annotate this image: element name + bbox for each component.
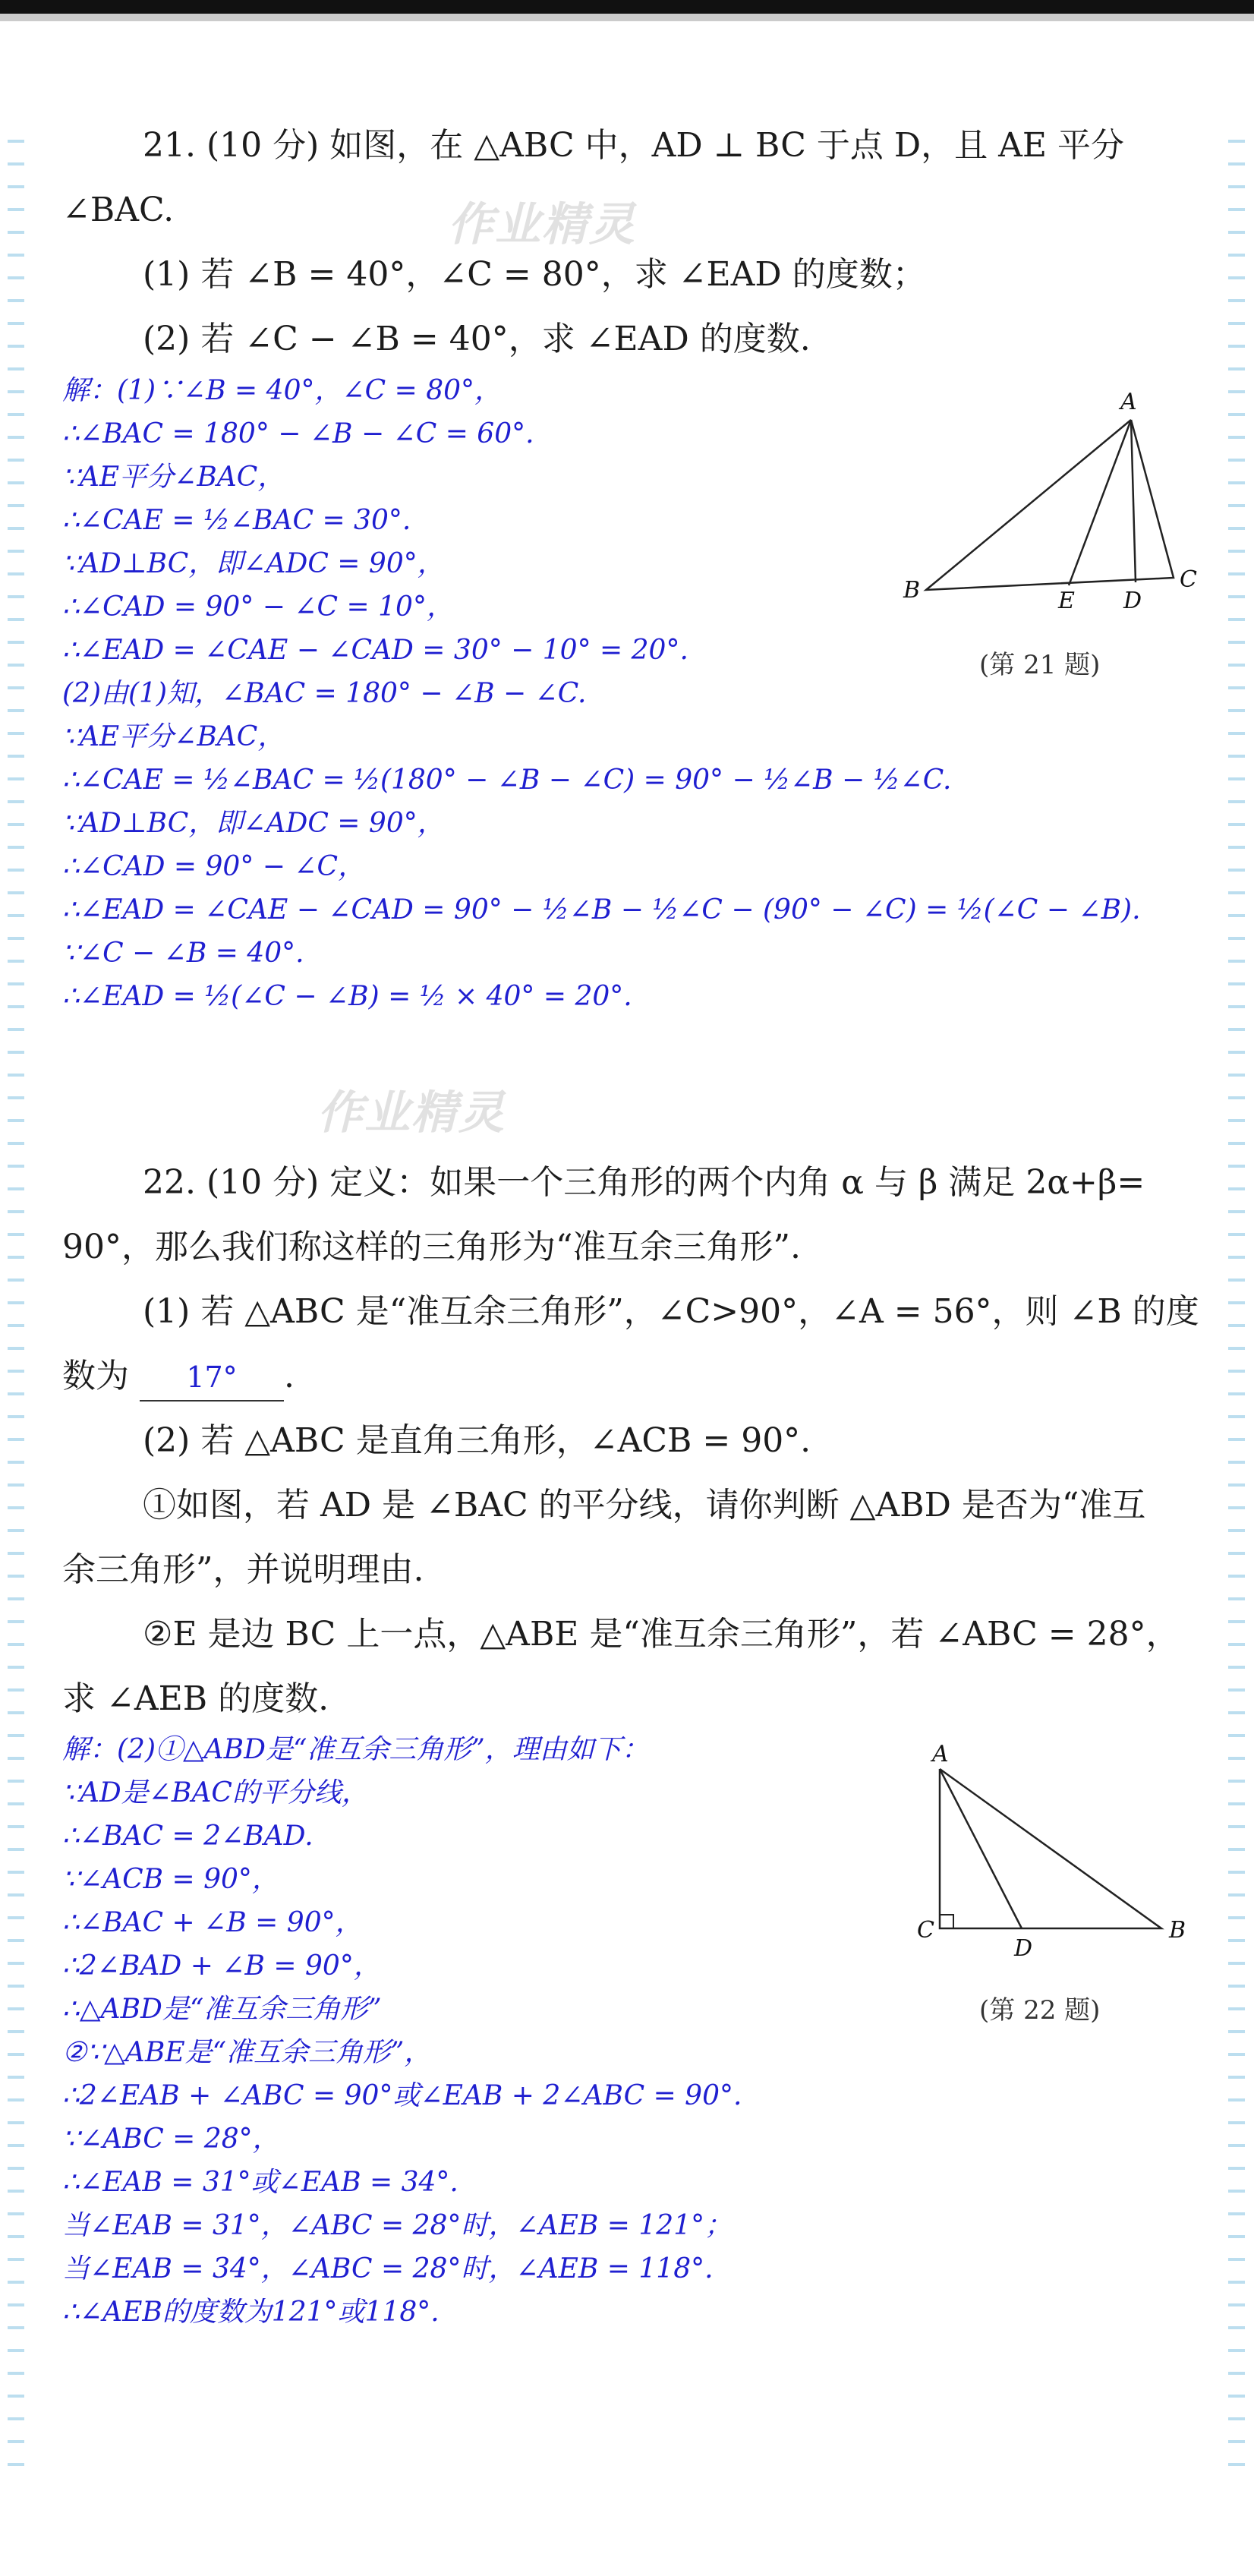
answer-line: ∴∠BAC = 2∠BAD. (62, 1821, 314, 1852)
answer-line: ∴∠CAD = 90° − ∠C， (62, 851, 366, 882)
answer-line: ∵∠ACB = 90°， (62, 1864, 279, 1895)
vertex-label-c: C (1180, 566, 1197, 593)
answer-line: ∴∠CAE = ½∠BAC = ½(180° − ∠B − ∠C) = 90° − ½∠B − ½∠C. (62, 765, 952, 796)
top-edge-shadow (0, 14, 1254, 21)
watermark: 作业精灵 (448, 198, 636, 251)
q22-line: 余三角形”，并说明理由. (62, 1550, 424, 1589)
q21-line: ∠BAC. (62, 191, 175, 229)
vertex-label-d: D (1014, 1935, 1033, 1962)
answer-line: 当∠EAB = 31°，∠ABC = 28°时，∠AEB = 121°； (62, 2210, 733, 2241)
figure-caption: (第 21 题) (979, 650, 1101, 680)
q22-line: ②E 是边 BC 上一点，△ABE 是“准互余三角形”，若 ∠ABC = 28°， (143, 1615, 1180, 1654)
answer-line: ∵AD⊥BC，即∠ADC = 90°， (62, 808, 445, 839)
answer-line: ∴∠CAD = 90° − ∠C = 10°， (62, 591, 454, 623)
answer-line: ∴2∠BAD + ∠B = 90°， (62, 1950, 381, 1982)
answer-line: ∴∠BAC = 180° − ∠B − ∠C = 60°. (62, 418, 534, 449)
q22-line: 求 ∠AEB 的度数. (62, 1679, 329, 1718)
decorative-border-right (1228, 129, 1245, 2467)
q21-line: (2) 若 ∠C − ∠B = 40°，求 ∠EAD 的度数. (143, 320, 811, 358)
blank-suffix: . (284, 1357, 295, 1395)
vertex-label-a: A (1120, 389, 1137, 415)
answer-line: ∴△ABD是“准互余三角形” (62, 1994, 382, 2025)
q21-line: 21. (10 分) 如图，在 △ABC 中，AD ⊥ BC 于点 D，且 AE 平分 (143, 126, 1124, 165)
vertex-label-a: A (932, 1741, 949, 1767)
answer-line: ②∵△ABE是“准互余三角形”， (62, 2037, 432, 2068)
answer-line: ∴∠EAB = 31°或∠EAB = 34°. (62, 2167, 458, 2198)
answer-line: ∴∠AEB的度数为121°或118°. (62, 2297, 440, 2328)
triangle-abc-figure-21 (896, 383, 1199, 634)
vertex-label-b: B (1169, 1917, 1186, 1944)
answer-line: ∵AE平分∠BAC， (62, 462, 285, 493)
answer-line: 解：(1)∵∠B = 40°，∠C = 80°， (62, 375, 503, 406)
top-edge (0, 0, 1254, 14)
q22-line: (2) 若 △ABC 是直角三角形，∠ACB = 90°. (143, 1421, 811, 1460)
watermark: 作业精灵 (317, 1086, 506, 1140)
blank-prefix: 数为 (62, 1357, 129, 1395)
q22-line: 90°，那么我们称这样的三角形为“准互余三角形”. (62, 1228, 801, 1266)
answer-line: ∵AE平分∠BAC， (62, 721, 285, 752)
answer-line: ∴∠EAD = ½(∠C − ∠B) = ½ × 40° = 20°. (62, 981, 632, 1012)
answer-line: 解：(2)①△ABD是“准互余三角形”，理由如下： (62, 1734, 649, 1765)
vertex-label-d: D (1123, 588, 1142, 614)
answer-line: ∴2∠EAB + ∠ABC = 90°或∠EAB + 2∠ABC = 90°. (62, 2080, 742, 2111)
q22-line: (1) 若 △ABC 是“准互余三角形”，∠C>90°，∠A = 56°，则 ∠B 的度 (143, 1292, 1199, 1331)
decorative-border-left (8, 129, 24, 2467)
answer-line: ∴∠BAC + ∠B = 90°， (62, 1907, 363, 1938)
q22-blank-line (62, 1354, 295, 1402)
answer-line: ∵∠ABC = 28°， (62, 2124, 280, 2155)
q21-line: (1) 若 ∠B = 40°，∠C = 80°，求 ∠EAD 的度数； (143, 255, 926, 294)
answer-line: 当∠EAB = 34°，∠ABC = 28°时，∠AEB = 118°. (62, 2253, 714, 2284)
answer-line: ∵AD⊥BC，即∠ADC = 90°， (62, 548, 445, 579)
answer-line: ∴∠EAD = ∠CAE − ∠CAD = 90° − ½∠B − ½∠C − (90° − ∠C) = ½(∠C − ∠B). (62, 894, 1141, 925)
answer-blank: 17° (140, 1354, 284, 1402)
q22-line: ①如图，若 AD 是 ∠BAC 的平分线，请你判断 △ABD 是否为“准互 (143, 1486, 1146, 1524)
answer-line: ∴∠EAD = ∠CAE − ∠CAD = 30° − 10° = 20°. (62, 635, 688, 666)
answer-line: (2)由(1)知，∠BAC = 180° − ∠B − ∠C. (62, 678, 587, 709)
answer-line: ∴∠CAE = ½∠BAC = 30°. (62, 505, 411, 536)
answer-line: ∵AD是∠BAC的平分线， (62, 1777, 369, 1808)
q22-line: 22. (10 分) 定义：如果一个三角形的两个内角 α 与 β 满足 2α+β= (143, 1163, 1145, 1202)
right-triangle-figure-22 (903, 1739, 1207, 1966)
vertex-label-e: E (1058, 588, 1075, 614)
figure-caption: (第 22 题) (979, 1995, 1101, 2026)
vertex-label-c: C (917, 1917, 934, 1944)
vertex-label-b: B (903, 577, 921, 604)
answer-line: ∵∠C − ∠B = 40°. (62, 938, 304, 969)
